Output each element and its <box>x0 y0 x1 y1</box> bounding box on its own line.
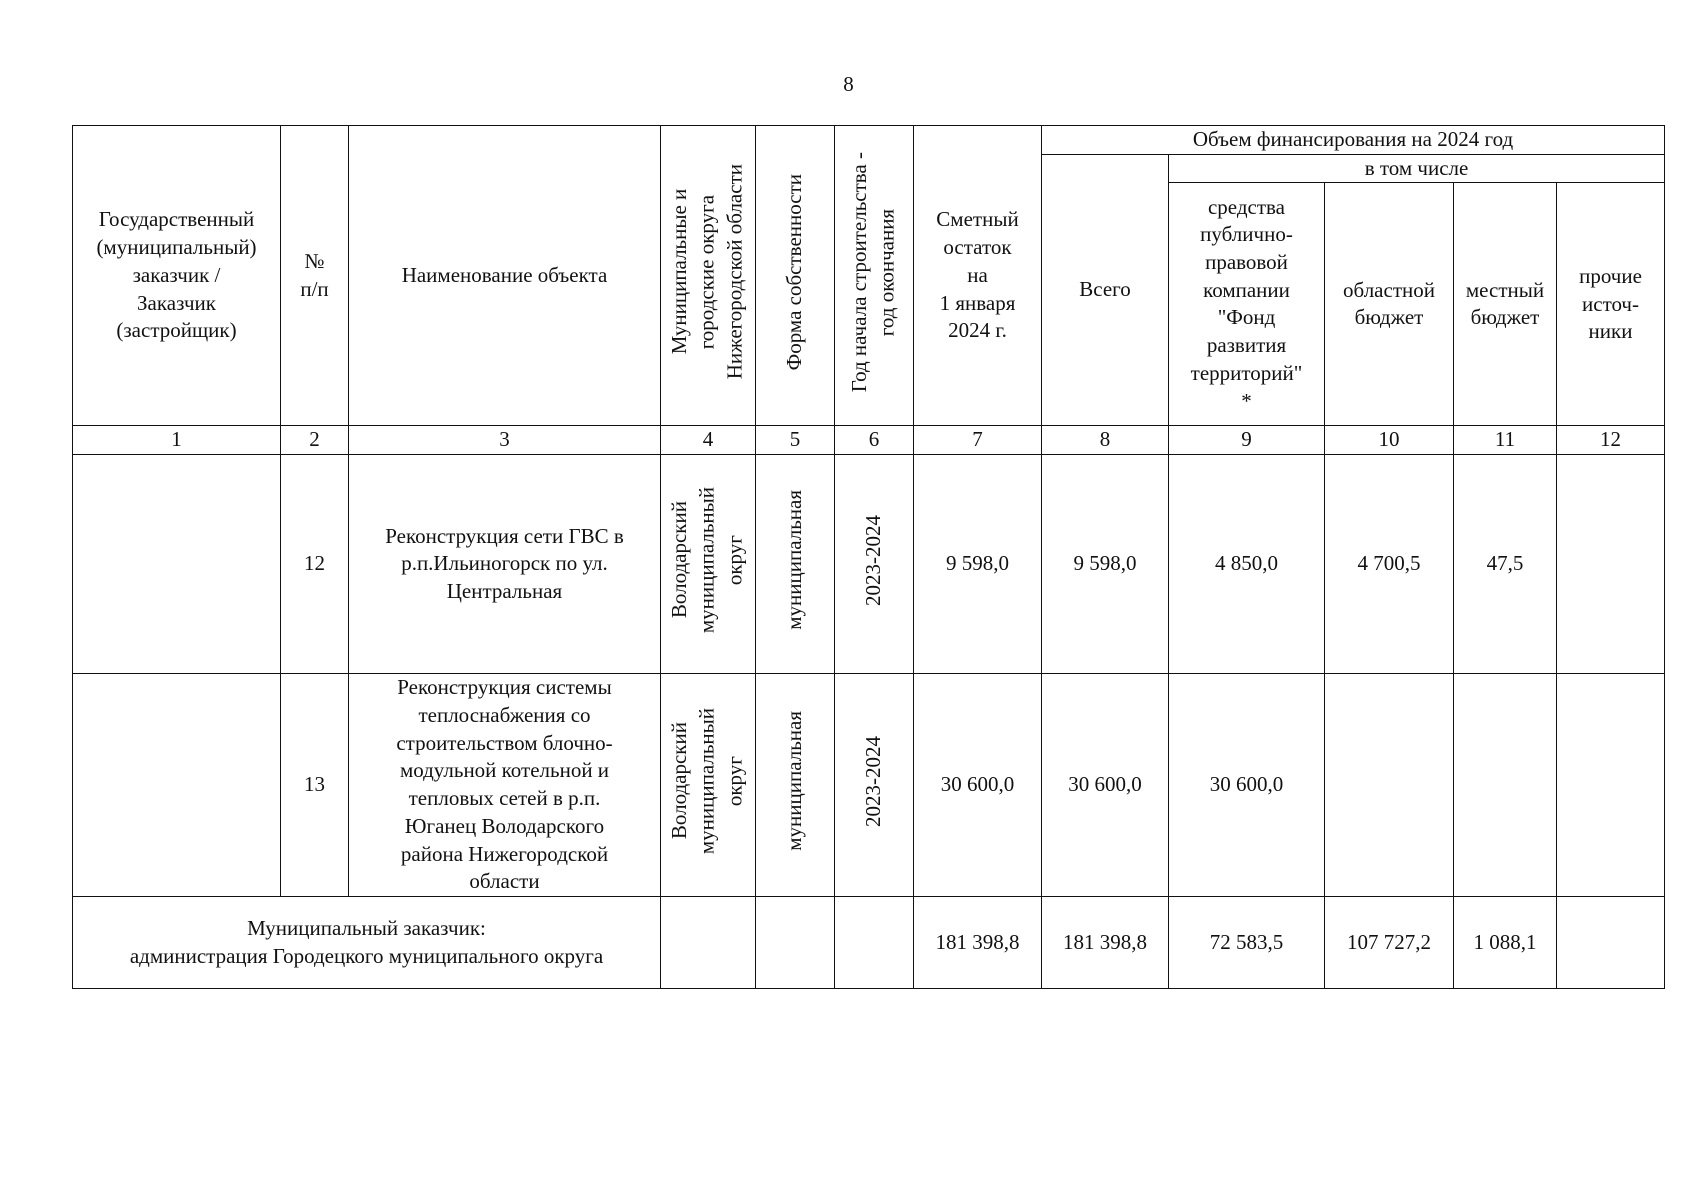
header-estimate: Сметный остаток на 1 января 2024 г. <box>914 126 1042 426</box>
header-row-1 <box>73 126 1665 155</box>
row-ownership: муниципальная <box>782 490 807 631</box>
column-number: 11 <box>1454 426 1557 455</box>
header-fund: средства публично- правовой компании "Фонд развития территорий" * <box>1169 183 1325 426</box>
totals-regional: 107 727,2 <box>1325 897 1454 989</box>
column-number: 8 <box>1042 426 1169 455</box>
page-number: 8 <box>843 72 854 96</box>
row-estimate: 9 598,0 <box>914 455 1042 674</box>
row-number: 12 <box>281 455 349 674</box>
row-district: Володарский муниципальный округ <box>667 708 747 855</box>
row-other <box>1557 674 1665 897</box>
totals-ownership <box>756 897 835 989</box>
row-object-name: Реконструкция системы теплоснабжения со строительством блочно- модульной котельной и тепловых сетей в р.п. Юганец Володарского района Нижегородской области <box>349 674 661 897</box>
column-number: 7 <box>914 426 1042 455</box>
totals-district <box>661 897 756 989</box>
row-regional <box>1325 674 1454 897</box>
totals-estimate: 181 398,8 <box>914 897 1042 989</box>
row-ownership: муниципальная <box>782 711 807 852</box>
header-financing-group: Объем финансирования на 2024 год <box>1042 126 1665 155</box>
row-district-cell <box>661 674 756 897</box>
column-number: 3 <box>349 426 661 455</box>
row-district-cell <box>661 455 756 674</box>
row-district: Володарский муниципальный округ <box>667 487 747 634</box>
column-number: 9 <box>1169 426 1325 455</box>
row-years: 2023-2024 <box>861 735 886 827</box>
row-ownership-cell <box>756 674 835 897</box>
column-number: 2 <box>281 426 349 455</box>
row-total: 9 598,0 <box>1042 455 1169 674</box>
header-total: Всего <box>1042 154 1169 426</box>
row-years-cell <box>835 674 914 897</box>
row-local <box>1454 674 1557 897</box>
column-number: 6 <box>835 426 914 455</box>
totals-total: 181 398,8 <box>1042 897 1169 989</box>
header-object-name: Наименование объекта <box>349 126 661 426</box>
row-customer <box>73 455 281 674</box>
totals-other <box>1557 897 1665 989</box>
column-number: 1 <box>73 426 281 455</box>
header-districts-cell <box>661 126 756 426</box>
header-including: в том числе <box>1169 154 1665 183</box>
row-total: 30 600,0 <box>1042 674 1169 897</box>
row-customer <box>73 674 281 897</box>
row-estimate: 30 600,0 <box>914 674 1042 897</box>
table-row <box>73 674 1665 897</box>
financing-table <box>72 125 1665 989</box>
row-ownership-cell <box>756 455 835 674</box>
column-number: 4 <box>661 426 756 455</box>
header-ownership: Форма собственности <box>782 173 807 371</box>
totals-years <box>835 897 914 989</box>
totals-label: Муниципальный заказчик: администрация Городецкого муниципального округа <box>73 897 661 989</box>
header-other: прочие источ- ники <box>1557 183 1665 426</box>
totals-row <box>73 897 1665 989</box>
row-other <box>1557 455 1665 674</box>
row-regional: 4 700,5 <box>1325 455 1454 674</box>
totals-fund: 72 583,5 <box>1169 897 1325 989</box>
row-number: 13 <box>281 674 349 897</box>
row-fund: 30 600,0 <box>1169 674 1325 897</box>
header-years: Год начала строительства - год окончания <box>847 151 899 392</box>
header-districts: Муниципальные и городские округа Нижегородской области <box>667 164 747 380</box>
row-years: 2023-2024 <box>861 514 886 606</box>
row-local: 47,5 <box>1454 455 1557 674</box>
header-local: местный бюджет <box>1454 183 1557 426</box>
row-fund: 4 850,0 <box>1169 455 1325 674</box>
column-number: 12 <box>1557 426 1665 455</box>
header-ownership-cell <box>756 126 835 426</box>
column-numbers-row <box>73 426 1665 455</box>
column-number: 5 <box>756 426 835 455</box>
header-years-cell <box>835 126 914 426</box>
totals-local: 1 088,1 <box>1454 897 1557 989</box>
header-regional: областной бюджет <box>1325 183 1454 426</box>
header-number: № п/п <box>281 126 349 426</box>
column-number: 10 <box>1325 426 1454 455</box>
row-years-cell <box>835 455 914 674</box>
row-object-name: Реконструкция сети ГВС в р.п.Ильиногорск по ул. Центральная <box>349 455 661 674</box>
header-customer: Государственный (муниципальный) заказчик / Заказчик (застройщик) <box>73 126 281 426</box>
table-row <box>73 455 1665 674</box>
